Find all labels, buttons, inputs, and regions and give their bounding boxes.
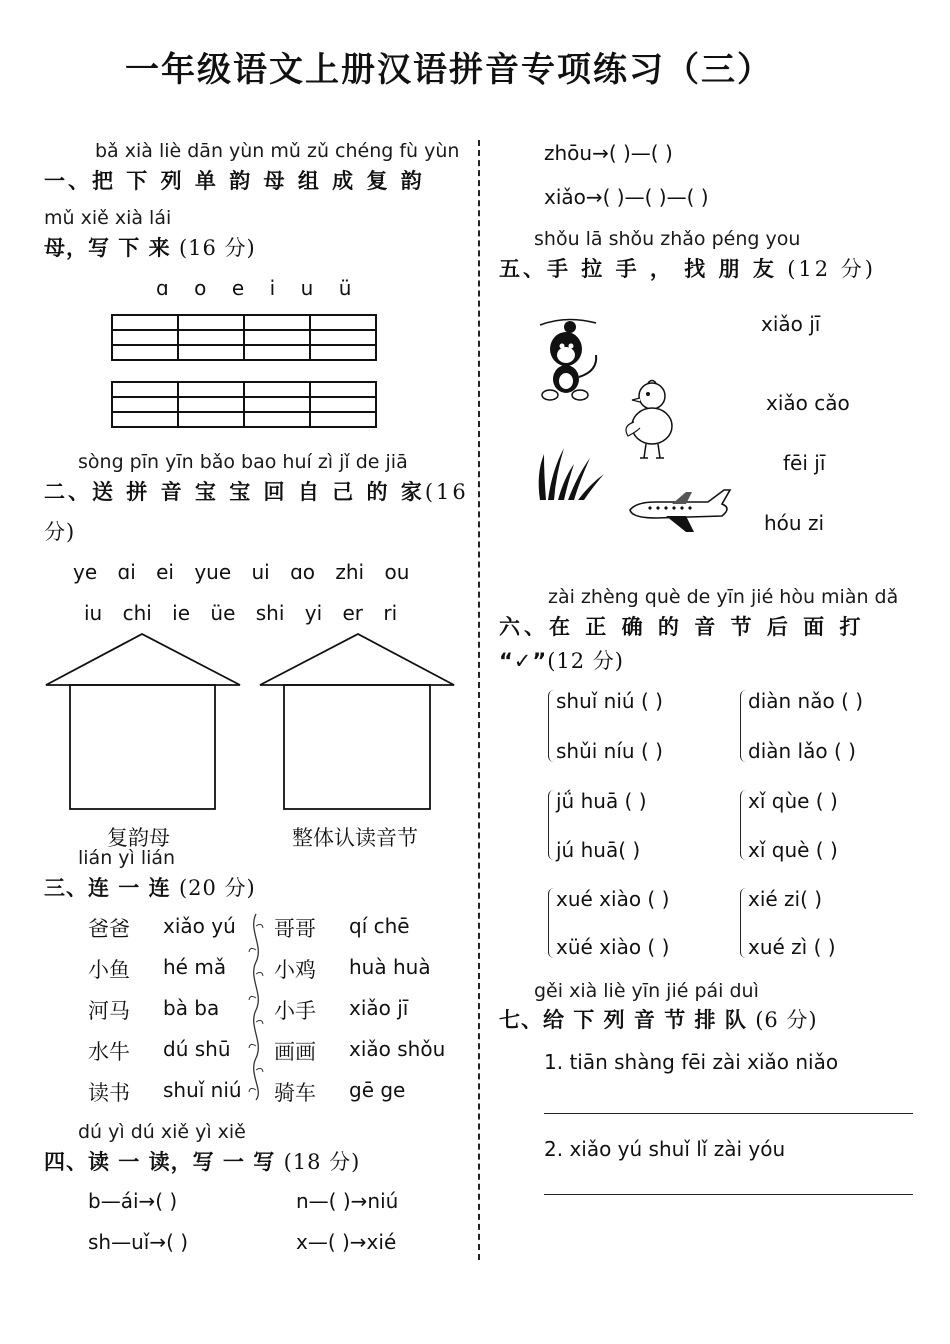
s4-item[interactable]: sh—uǐ→( )	[88, 1230, 189, 1254]
s1-heading-1: 一、把 下 列 单 韵 母 组 成 复 韵	[44, 169, 425, 193]
s6-option[interactable]: diàn lǎo ( )	[748, 739, 856, 763]
vine-divider-icon	[246, 912, 266, 1102]
s6-option[interactable]: shuǐ niú ( )	[556, 689, 663, 713]
s3-left-py[interactable]: bà ba	[163, 996, 220, 1020]
s3-right-cn[interactable]: 哥哥	[274, 917, 316, 941]
s5-word[interactable]: xiǎo jī	[761, 312, 821, 336]
s6-score: (12 分)	[547, 649, 624, 673]
s4-heading-text: 四、读 一 读，写 一 写	[44, 1150, 276, 1174]
s7-answer-line-2[interactable]	[544, 1194, 913, 1195]
column-divider	[478, 140, 480, 1260]
s5-word[interactable]: xiǎo cǎo	[766, 391, 850, 415]
vowel-v: ü	[338, 276, 352, 300]
vowel-o: o	[194, 276, 207, 300]
s3-left-cn[interactable]: 爸爸	[88, 917, 130, 941]
vowel-a: ɑ	[156, 276, 169, 300]
s3-left-py[interactable]: xiǎo yú	[163, 914, 236, 938]
s5-word[interactable]: hóu zi	[764, 511, 824, 535]
s7-heading	[499, 1004, 818, 1034]
s3-heading-text: 三、连 一 连	[44, 876, 171, 900]
s5-pinyin: shǒu lā shǒu zhǎo péng you	[534, 228, 801, 250]
s1-heading-2	[44, 232, 256, 262]
s6-option[interactable]: jú huā( )	[556, 838, 641, 862]
s5-heading	[499, 253, 876, 283]
s6-check-mark: “✓”	[499, 649, 548, 673]
house-1-label: 复韵母	[107, 826, 170, 850]
s2-syllables-row-1: ye ɑi ei yue ui ɑo zhi ou	[73, 560, 410, 584]
s6-option[interactable]: xué xiào ( )	[556, 887, 670, 911]
s6-heading-2	[499, 645, 624, 675]
s4-cont-item[interactable]: zhōu→( )—( )	[544, 141, 673, 165]
s1-score: (16 分)	[178, 236, 256, 260]
s5-word[interactable]: fēi jī	[783, 451, 826, 475]
chick-icon	[618, 378, 682, 464]
s3-right-cn[interactable]: 小手	[274, 999, 316, 1023]
s4-item[interactable]: b—ái→( )	[88, 1189, 178, 1213]
s6-option[interactable]: jǘ huā ( )	[556, 789, 647, 813]
s1-vowels	[156, 276, 351, 300]
s7-heading-text: 七、给 下 列 音 节 排 队	[499, 1008, 747, 1032]
page-title: 一年级语文上册汉语拼音专项练习（三）	[125, 50, 773, 90]
house-2	[260, 634, 454, 809]
s3-left-cn[interactable]: 小鱼	[88, 958, 130, 982]
s6-heading: 六、在 正 确 的 音 节 后 面 打	[499, 615, 865, 639]
s3-left-cn[interactable]: 读书	[88, 1081, 130, 1105]
s4-item[interactable]: x—( )→xié	[296, 1230, 397, 1254]
s3-left-py[interactable]: dú shū	[163, 1037, 231, 1061]
s4-item[interactable]: n—( )→niú	[296, 1189, 399, 1213]
grass-icon	[534, 444, 606, 502]
houses-drawing	[44, 632, 459, 814]
s6-option[interactable]: xué zì ( )	[748, 935, 836, 959]
s4-pinyin: dú yì dú xiě yì xiě	[78, 1121, 246, 1143]
s3-left-cn[interactable]: 河马	[88, 999, 130, 1023]
s7-score: (6 分)	[755, 1008, 818, 1032]
s1-heading-2-text: 母，写 下 来	[44, 236, 171, 260]
s5-score: (12 分)	[787, 257, 876, 281]
s3-right-py[interactable]: xiǎo jī	[349, 996, 409, 1020]
s3-heading	[44, 872, 256, 902]
s6-option[interactable]: diàn nǎo ( )	[748, 689, 864, 713]
vowel-u: u	[300, 276, 314, 300]
s7-question-1: 1. tiān shàng fēi zài xiǎo niǎo	[544, 1050, 839, 1074]
s4-score: (18 分)	[283, 1150, 361, 1174]
airplane-icon	[626, 486, 736, 536]
s3-left-py[interactable]: shuǐ niú	[163, 1078, 242, 1102]
s2-score-1: (16	[424, 480, 469, 504]
writing-grid-2[interactable]	[111, 381, 377, 428]
s7-question-2: 2. xiǎo yú shuǐ lǐ zài yóu	[544, 1137, 786, 1161]
s4-heading	[44, 1146, 360, 1176]
monkey-icon	[536, 315, 630, 405]
s6-option[interactable]: xǐ qùe ( )	[748, 789, 838, 813]
vowel-e: e	[231, 276, 245, 300]
s2-score-2: 分)	[44, 520, 76, 544]
vowel-i: i	[269, 276, 276, 300]
s5-heading-text: 五、手 拉 手 ， 找 朋 友	[499, 257, 777, 281]
s3-right-py[interactable]: huà huà	[349, 955, 431, 979]
s3-right-cn[interactable]: 画画	[274, 1040, 316, 1064]
s3-pinyin: lián yì lián	[78, 847, 176, 869]
s6-pinyin: zài zhèng què de yīn jié hòu miàn dǎ	[548, 586, 899, 608]
s3-right-cn[interactable]: 骑车	[274, 1081, 316, 1105]
s7-answer-line-1[interactable]	[544, 1113, 913, 1114]
s2-heading-text: 二、送 拼 音 宝 宝 回 自 己 的 家	[44, 480, 425, 504]
s3-score: (20 分)	[178, 876, 256, 900]
s3-left-py[interactable]: hé mǎ	[163, 955, 227, 979]
s3-right-py[interactable]: gē ge	[349, 1078, 406, 1102]
house-1	[46, 634, 240, 809]
s3-right-py[interactable]: qí chē	[349, 914, 410, 938]
s3-right-cn[interactable]: 小鸡	[274, 958, 316, 982]
s1-pinyin-1: bǎ xià liè dān yùn mǔ zǔ chéng fù yùn	[95, 140, 460, 162]
s6-option[interactable]: xié zi( )	[748, 887, 823, 911]
s2-pinyin: sòng pīn yīn bǎo bao huí zì jǐ de jiā	[78, 451, 408, 473]
s2-heading	[44, 476, 469, 506]
s4-cont-item[interactable]: xiǎo→( )—( )—( )	[544, 185, 709, 209]
s3-left-cn[interactable]: 水牛	[88, 1040, 130, 1064]
s3-right-py[interactable]: xiǎo shǒu	[349, 1037, 446, 1061]
s6-option[interactable]: xǐ què ( )	[748, 838, 838, 862]
writing-grid-1[interactable]	[111, 314, 377, 361]
s7-pinyin: gěi xià liè yīn jié pái duì	[534, 980, 759, 1002]
house-2-label: 整体认读音节	[292, 826, 418, 850]
s2-syllables-row-2: iu chi ie üe shi yi er ri	[84, 601, 398, 625]
s1-pinyin-2: mǔ xiě xià lái	[44, 207, 172, 229]
s6-option[interactable]: xüé xiào ( )	[556, 935, 670, 959]
s6-option[interactable]: shǔi níu ( )	[556, 739, 663, 763]
